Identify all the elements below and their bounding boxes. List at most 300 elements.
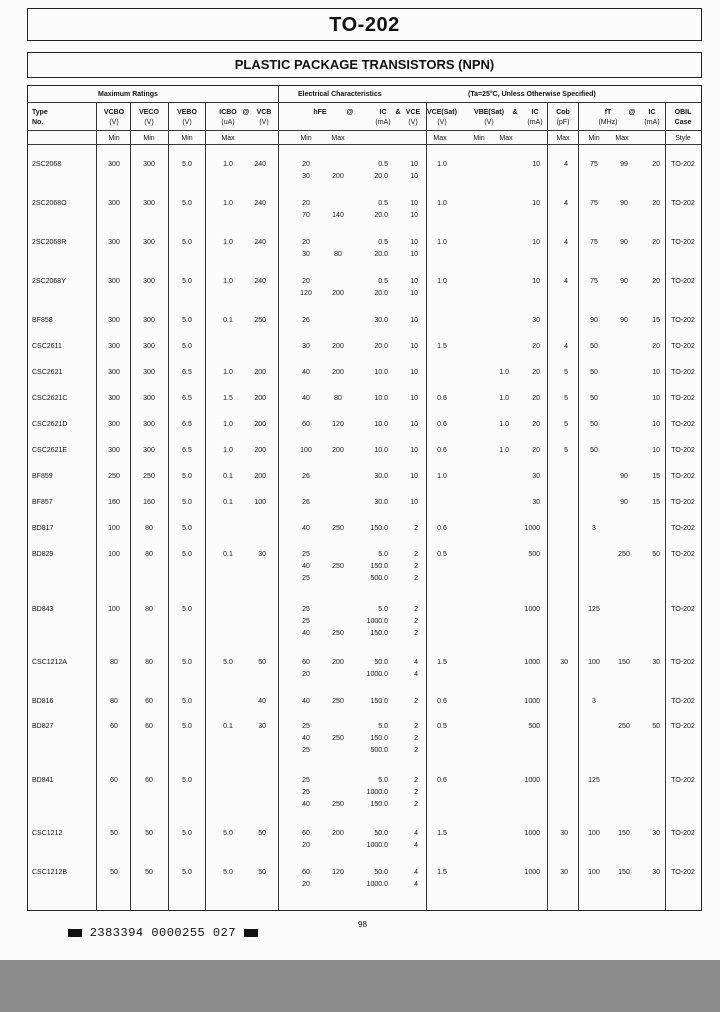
cell-vce: 10 bbox=[410, 173, 418, 180]
cell-vce: 4 bbox=[414, 671, 418, 678]
cell-ic3: 20 bbox=[652, 200, 660, 207]
cell-ic: 20.0 bbox=[374, 290, 388, 297]
cell-vceo: 80 bbox=[145, 551, 153, 558]
cell-ic3: 10 bbox=[652, 395, 660, 402]
cell-hmin: 40 bbox=[302, 525, 310, 532]
cell-hmin: 60 bbox=[302, 659, 310, 666]
cell-vceo: 250 bbox=[143, 473, 155, 480]
cell-ic2: 1000 bbox=[524, 606, 540, 613]
cell-case: TO-202 bbox=[671, 343, 695, 350]
col-divider bbox=[168, 102, 169, 910]
cell-type: CSC1212B bbox=[32, 869, 68, 876]
cell-vce: 4 bbox=[414, 869, 418, 876]
cell-vcbo: 160 bbox=[108, 499, 120, 506]
cell-ic3: 30 bbox=[652, 869, 660, 876]
cell-case: TO-202 bbox=[671, 161, 695, 168]
cell-vce: 4 bbox=[414, 842, 418, 849]
hdr-at: @ bbox=[242, 109, 250, 116]
cell-ic: 10.0 bbox=[374, 447, 388, 454]
cell-ic2: 1000 bbox=[524, 698, 540, 705]
cell-ftmax: 99 bbox=[620, 161, 628, 168]
cell-vsat: 1.5 bbox=[437, 830, 447, 837]
cell-hmin: 100 bbox=[300, 447, 312, 454]
cell-vce: 2 bbox=[414, 606, 418, 613]
cell-hmin: 26 bbox=[302, 473, 310, 480]
cell-vcb: 30 bbox=[258, 551, 266, 558]
hdr-unit: (V) bbox=[182, 119, 192, 126]
cell-hmin: 20 bbox=[302, 881, 310, 888]
cell-ic3: 30 bbox=[652, 659, 660, 666]
cell-vebo: 5.0 bbox=[182, 317, 192, 324]
cell-type: BD843 bbox=[32, 606, 54, 613]
cell-type: CSC2621 bbox=[32, 369, 63, 376]
cell-vce: 4 bbox=[414, 881, 418, 888]
cell-ic2: 500 bbox=[528, 551, 540, 558]
cell-ic: 0.5 bbox=[378, 161, 388, 168]
cell-hmax: 200 bbox=[332, 659, 344, 666]
cell-vceo: 60 bbox=[145, 777, 153, 784]
cell-ic2: 20 bbox=[532, 395, 540, 402]
cell-vcb: 200 bbox=[254, 369, 266, 376]
cell-ic3: 20 bbox=[652, 278, 660, 285]
cell-hmin: 25 bbox=[302, 747, 310, 754]
cell-ic: 30.0 bbox=[374, 317, 388, 324]
cell-vcbo: 250 bbox=[108, 473, 120, 480]
cell-vebo: 5.0 bbox=[182, 161, 192, 168]
cell-hmax: 250 bbox=[332, 801, 344, 808]
cell-vebo: 5.0 bbox=[182, 551, 192, 558]
cell-ic2: 1000 bbox=[524, 777, 540, 784]
cell-icbo: 1.0 bbox=[223, 200, 233, 207]
cell-ic3: 20 bbox=[652, 343, 660, 350]
cell-vcbo: 300 bbox=[108, 343, 120, 350]
cell-hmin: 40 bbox=[302, 563, 310, 570]
hdr-hfe: hFE bbox=[313, 109, 327, 116]
cell-type: CSC2611 bbox=[32, 343, 62, 350]
cell-hmin: 60 bbox=[302, 830, 310, 837]
cell-vcb: 250 bbox=[254, 317, 266, 324]
cell-ic: 150.0 bbox=[370, 735, 388, 742]
cell-hmin: 40 bbox=[302, 801, 310, 808]
cell-vcb: 240 bbox=[254, 278, 266, 285]
cell-vceo: 300 bbox=[143, 369, 155, 376]
cell-vcbo: 60 bbox=[110, 723, 118, 730]
cell-ftmax: 90 bbox=[620, 278, 628, 285]
cell-ic: 1000.0 bbox=[366, 842, 388, 849]
cell-vcbo: 300 bbox=[108, 395, 120, 402]
cell-vce: 10 bbox=[410, 317, 418, 324]
cell-ic2: 10 bbox=[532, 161, 540, 168]
cell-vsat: 0.6 bbox=[437, 447, 447, 454]
cell-ftmin: 125 bbox=[588, 606, 600, 613]
cell-cob: 4 bbox=[564, 343, 568, 350]
cell-vebo: 6.5 bbox=[182, 421, 192, 428]
cell-ftmax: 90 bbox=[620, 239, 628, 246]
cell-ftmax: 90 bbox=[620, 473, 628, 480]
cell-case: TO-202 bbox=[671, 723, 695, 730]
cell-vsat: 0.6 bbox=[437, 698, 447, 705]
cell-type: BD816 bbox=[32, 698, 54, 705]
cell-case: TO-202 bbox=[671, 698, 695, 705]
cell-vce: 2 bbox=[414, 777, 418, 784]
cell-vsat: 1.0 bbox=[437, 473, 447, 480]
cell-icbo: 1.0 bbox=[223, 278, 233, 285]
cell-ftmax: 150 bbox=[618, 659, 630, 666]
cell-vce: 10 bbox=[410, 212, 418, 219]
page-title: TO-202 bbox=[329, 14, 400, 36]
cell-ic: 0.5 bbox=[378, 239, 388, 246]
page-subtitle: PLASTIC PACKAGE TRANSISTORS (NPN) bbox=[234, 57, 495, 72]
hdr-min: Min bbox=[108, 135, 120, 142]
hdr-unit: (V) bbox=[259, 119, 269, 126]
cell-cob: 30 bbox=[560, 659, 568, 666]
cell-vsat: 1.5 bbox=[437, 659, 447, 666]
cell-vebo: 5.0 bbox=[182, 239, 192, 246]
hdr-max: Max bbox=[556, 135, 570, 142]
cell-vcb: 240 bbox=[254, 161, 266, 168]
hdr-at: @ bbox=[346, 109, 354, 116]
cell-vce: 4 bbox=[414, 659, 418, 666]
cell-vcbo: 300 bbox=[108, 278, 120, 285]
cell-vceo: 60 bbox=[145, 723, 153, 730]
cell-ic: 5.0 bbox=[378, 606, 388, 613]
cell-vce: 2 bbox=[414, 747, 418, 754]
cell-ftmax: 90 bbox=[620, 499, 628, 506]
cell-ic: 0.5 bbox=[378, 278, 388, 285]
cell-vcbo: 300 bbox=[108, 239, 120, 246]
cell-ftmin: 125 bbox=[588, 777, 600, 784]
cell-type: CSC2621C bbox=[32, 395, 68, 402]
hdr-cob: Cob bbox=[556, 109, 570, 116]
cell-hmin: 26 bbox=[302, 317, 310, 324]
cell-hmin: 40 bbox=[302, 369, 310, 376]
cell-type: CSC1212 bbox=[32, 830, 63, 837]
cell-vcbo: 50 bbox=[110, 830, 118, 837]
cell-ic: 500.0 bbox=[370, 747, 388, 754]
hdr-max: Max bbox=[615, 135, 629, 142]
cell-ic: 5.0 bbox=[378, 777, 388, 784]
cell-ic: 30.0 bbox=[374, 499, 388, 506]
cell-vce: 10 bbox=[410, 395, 418, 402]
cell-ic2: 20 bbox=[532, 369, 540, 376]
cell-ic3: 10 bbox=[652, 421, 660, 428]
hdr-vcb: VCB bbox=[256, 109, 272, 116]
cell-ftmin: 75 bbox=[590, 161, 598, 168]
cell-vcbo: 80 bbox=[110, 698, 118, 705]
cell-vebo: 5.0 bbox=[182, 659, 192, 666]
cell-ic2: 20 bbox=[532, 447, 540, 454]
cell-hmin: 25 bbox=[302, 551, 310, 558]
hdr-unit: (MHz) bbox=[598, 119, 618, 126]
cell-vcb: 40 bbox=[258, 698, 266, 705]
cell-ic2: 1000 bbox=[524, 525, 540, 532]
subtitle-box bbox=[27, 52, 702, 78]
cell-vce: 2 bbox=[414, 563, 418, 570]
col-divider bbox=[426, 102, 427, 910]
cell-vce: 2 bbox=[414, 801, 418, 808]
cell-vcb: 200 bbox=[254, 395, 266, 402]
cell-vebo: 5.0 bbox=[182, 473, 192, 480]
cell-vcbo: 300 bbox=[108, 447, 120, 454]
cell-ftmax: 250 bbox=[618, 723, 630, 730]
cell-vce: 10 bbox=[410, 473, 418, 480]
cell-case: TO-202 bbox=[671, 499, 695, 506]
cell-vcbo: 100 bbox=[108, 606, 120, 613]
hdr-unit: (mA) bbox=[527, 119, 543, 126]
cell-hmin: 30 bbox=[302, 343, 310, 350]
cell-vce: 2 bbox=[414, 723, 418, 730]
cell-hmax: 120 bbox=[332, 421, 344, 428]
cell-vebo: 5.0 bbox=[182, 830, 192, 837]
hdr-min: Min bbox=[300, 135, 312, 142]
cell-ic2: 500 bbox=[528, 723, 540, 730]
cell-ic3: 20 bbox=[652, 239, 660, 246]
hdr-max: Max bbox=[433, 135, 447, 142]
cell-ic: 20.0 bbox=[374, 251, 388, 258]
cell-ic3: 10 bbox=[652, 369, 660, 376]
cell-ftmin: 3 bbox=[592, 525, 596, 532]
cell-ic: 150.0 bbox=[370, 801, 388, 808]
hdr-ic: IC bbox=[379, 109, 387, 116]
cell-cob: 4 bbox=[564, 239, 568, 246]
cell-icbo: 0.1 bbox=[223, 723, 233, 730]
cell-ic: 50.0 bbox=[374, 830, 388, 837]
cell-case: TO-202 bbox=[671, 606, 695, 613]
cell-ic3: 10 bbox=[652, 447, 660, 454]
cell-ic: 150.0 bbox=[370, 698, 388, 705]
cell-ftmax: 90 bbox=[620, 200, 628, 207]
cell-hmin: 60 bbox=[302, 869, 310, 876]
cell-ic2: 1000 bbox=[524, 830, 540, 837]
cell-ic2: 1000 bbox=[524, 659, 540, 666]
cell-vceo: 50 bbox=[145, 869, 153, 876]
cell-ftmax: 150 bbox=[618, 830, 630, 837]
barcode-text: 2383394 0000255 027 bbox=[89, 926, 237, 940]
hdr-unit: (uA) bbox=[221, 119, 235, 126]
cell-hmax: 200 bbox=[332, 830, 344, 837]
cell-vceo: 300 bbox=[143, 343, 155, 350]
cell-ic3: 20 bbox=[652, 161, 660, 168]
cell-type: BF859 bbox=[32, 473, 53, 480]
cell-case: TO-202 bbox=[671, 659, 695, 666]
cell-vceo: 300 bbox=[143, 447, 155, 454]
barcode-footer bbox=[68, 926, 258, 940]
hdr-vbesat: VBE(Sat) bbox=[474, 109, 504, 116]
cell-vceo: 80 bbox=[145, 606, 153, 613]
cell-type: CSC1212A bbox=[32, 659, 68, 666]
cell-ic3: 15 bbox=[652, 499, 660, 506]
cell-vebo: 6.5 bbox=[182, 447, 192, 454]
cell-vsat: 0.6 bbox=[437, 525, 447, 532]
cell-case: TO-202 bbox=[671, 239, 695, 246]
hdr-ic: IC bbox=[648, 109, 656, 116]
cell-vsat: 0.6 bbox=[437, 421, 447, 428]
col-divider bbox=[547, 102, 548, 910]
cell-vcbo: 80 bbox=[110, 659, 118, 666]
cell-ftmin: 50 bbox=[590, 447, 598, 454]
hdr-unit: (V) bbox=[408, 119, 418, 126]
cell-vsat: 0.5 bbox=[437, 723, 447, 730]
hdr-unit: (V) bbox=[484, 119, 494, 126]
hdr-vcesat: VCE(Sat) bbox=[427, 109, 457, 116]
cell-icbo: 0.1 bbox=[223, 499, 233, 506]
cell-vebo: 5.0 bbox=[182, 499, 192, 506]
hdr-max: Max bbox=[221, 135, 235, 142]
cell-hmin: 20 bbox=[302, 842, 310, 849]
hdr-case: OBIL bbox=[674, 109, 692, 116]
cell-icbo: 1.0 bbox=[223, 161, 233, 168]
cell-hmin: 40 bbox=[302, 630, 310, 637]
cell-ic3: 50 bbox=[652, 551, 660, 558]
cell-vce: 2 bbox=[414, 789, 418, 796]
cell-vceo: 60 bbox=[145, 698, 153, 705]
cell-cob: 30 bbox=[560, 869, 568, 876]
title-box bbox=[27, 8, 702, 41]
cell-vceo: 300 bbox=[143, 278, 155, 285]
cell-cob: 5 bbox=[564, 447, 568, 454]
cell-vceo: 50 bbox=[145, 830, 153, 837]
cell-type: 2SC2068 bbox=[32, 161, 62, 168]
cell-vebo: 5.0 bbox=[182, 278, 192, 285]
cell-vcbo: 300 bbox=[108, 421, 120, 428]
cell-vcb: 100 bbox=[254, 499, 266, 506]
cell-type: 2SC2068Y bbox=[32, 278, 66, 285]
cell-vcb: 30 bbox=[258, 723, 266, 730]
cell-case: TO-202 bbox=[671, 473, 695, 480]
cell-ic: 20.0 bbox=[374, 212, 388, 219]
cell-icbo: 1.5 bbox=[223, 395, 233, 402]
cell-vce: 2 bbox=[414, 575, 418, 582]
hdr-no: No. bbox=[32, 119, 44, 126]
cell-vcbo: 300 bbox=[108, 369, 120, 376]
cell-ftmin: 50 bbox=[590, 395, 598, 402]
hdr-ic: IC bbox=[531, 109, 539, 116]
cell-ic3: 30 bbox=[652, 830, 660, 837]
cell-vebo: 5.0 bbox=[182, 525, 192, 532]
cell-vceo: 300 bbox=[143, 421, 155, 428]
cell-ic2: 10 bbox=[532, 200, 540, 207]
cell-icbo: 1.0 bbox=[223, 421, 233, 428]
cell-vce: 10 bbox=[410, 421, 418, 428]
cell-case: TO-202 bbox=[671, 200, 695, 207]
cell-ic3: 15 bbox=[652, 473, 660, 480]
cell-hmin: 40 bbox=[302, 698, 310, 705]
hdr-vceo: VECO bbox=[139, 109, 159, 116]
cell-vce: 10 bbox=[410, 369, 418, 376]
cell-hmax: 250 bbox=[332, 698, 344, 705]
cell-vebo: 5.0 bbox=[182, 200, 192, 207]
cell-ic: 150.0 bbox=[370, 630, 388, 637]
hdr-min: Min bbox=[588, 135, 600, 142]
cell-type: CSC2621D bbox=[32, 421, 68, 428]
cell-vceo: 300 bbox=[143, 395, 155, 402]
cell-hmin: 25 bbox=[302, 723, 310, 730]
cell-cob: 5 bbox=[564, 421, 568, 428]
cell-vebo: 5.0 bbox=[182, 343, 192, 350]
cell-hmax: 250 bbox=[332, 630, 344, 637]
hdr-min: Min bbox=[473, 135, 485, 142]
cell-vce: 10 bbox=[410, 278, 418, 285]
cell-hmin: 25 bbox=[302, 618, 310, 625]
cell-vcb: 50 bbox=[258, 830, 266, 837]
cell-hmax: 200 bbox=[332, 290, 344, 297]
cell-hmin: 20 bbox=[302, 239, 310, 246]
hdr-vce: VCE bbox=[405, 109, 421, 116]
cell-hmax: 250 bbox=[332, 525, 344, 532]
cell-type: 2SC2068O bbox=[32, 200, 67, 207]
cell-ic3: 15 bbox=[652, 317, 660, 324]
group-electrical: Electrical Characteristics bbox=[298, 91, 382, 98]
cell-icbo: 5.0 bbox=[223, 830, 233, 837]
hdr-icbo: ICBO bbox=[219, 109, 237, 116]
cell-ftmax: 90 bbox=[620, 317, 628, 324]
cell-vsat: 1.0 bbox=[437, 278, 447, 285]
cell-vceo: 80 bbox=[145, 659, 153, 666]
cell-ic2: 30 bbox=[532, 317, 540, 324]
cell-hmin: 70 bbox=[302, 212, 310, 219]
cell-icbo: 1.0 bbox=[223, 239, 233, 246]
cell-vce: 10 bbox=[410, 447, 418, 454]
cell-ftmax: 150 bbox=[618, 869, 630, 876]
cell-hmax: 200 bbox=[332, 447, 344, 454]
cell-vce: 10 bbox=[410, 343, 418, 350]
cell-vbe: 1.0 bbox=[499, 369, 509, 376]
cell-hmax: 80 bbox=[334, 395, 342, 402]
cell-hmin: 25 bbox=[302, 777, 310, 784]
cell-hmin: 20 bbox=[302, 278, 310, 285]
cell-hmin: 120 bbox=[300, 290, 312, 297]
group-max-ratings: Maximum Ratings bbox=[98, 91, 158, 98]
cell-hmin: 40 bbox=[302, 735, 310, 742]
cell-ic: 50.0 bbox=[374, 659, 388, 666]
cell-hmax: 80 bbox=[334, 251, 342, 258]
cell-ic2: 10 bbox=[532, 278, 540, 285]
cell-vsat: 0.6 bbox=[437, 777, 447, 784]
cell-case: TO-202 bbox=[671, 278, 695, 285]
cell-ic: 50.0 bbox=[374, 869, 388, 876]
cell-case: TO-202 bbox=[671, 830, 695, 837]
cell-vce: 2 bbox=[414, 698, 418, 705]
cell-vce: 4 bbox=[414, 830, 418, 837]
cell-vsat: 1.5 bbox=[437, 869, 447, 876]
cell-ftmin: 100 bbox=[588, 659, 600, 666]
cell-vcb: 50 bbox=[258, 869, 266, 876]
cell-hmin: 20 bbox=[302, 161, 310, 168]
cell-vcbo: 300 bbox=[108, 200, 120, 207]
cell-vce: 2 bbox=[414, 618, 418, 625]
cell-vcbo: 300 bbox=[108, 317, 120, 324]
cell-hmax: 200 bbox=[332, 343, 344, 350]
cell-vebo: 5.0 bbox=[182, 869, 192, 876]
cell-case: TO-202 bbox=[671, 395, 695, 402]
cell-hmax: 140 bbox=[332, 212, 344, 219]
cell-hmin: 30 bbox=[302, 251, 310, 258]
col-divider bbox=[96, 102, 97, 910]
hdr-unit: (mA) bbox=[644, 119, 660, 126]
cell-ic2: 30 bbox=[532, 473, 540, 480]
cell-vceo: 300 bbox=[143, 239, 155, 246]
cell-cob: 4 bbox=[564, 200, 568, 207]
cell-hmin: 30 bbox=[302, 173, 310, 180]
cell-ic3: 50 bbox=[652, 723, 660, 730]
col-divider bbox=[205, 102, 206, 910]
cell-ftmax: 250 bbox=[618, 551, 630, 558]
cell-vebo: 6.5 bbox=[182, 369, 192, 376]
cell-hmin: 25 bbox=[302, 606, 310, 613]
col-divider bbox=[665, 102, 666, 910]
hdr-unit: (V) bbox=[144, 119, 154, 126]
cell-ic: 150.0 bbox=[370, 525, 388, 532]
